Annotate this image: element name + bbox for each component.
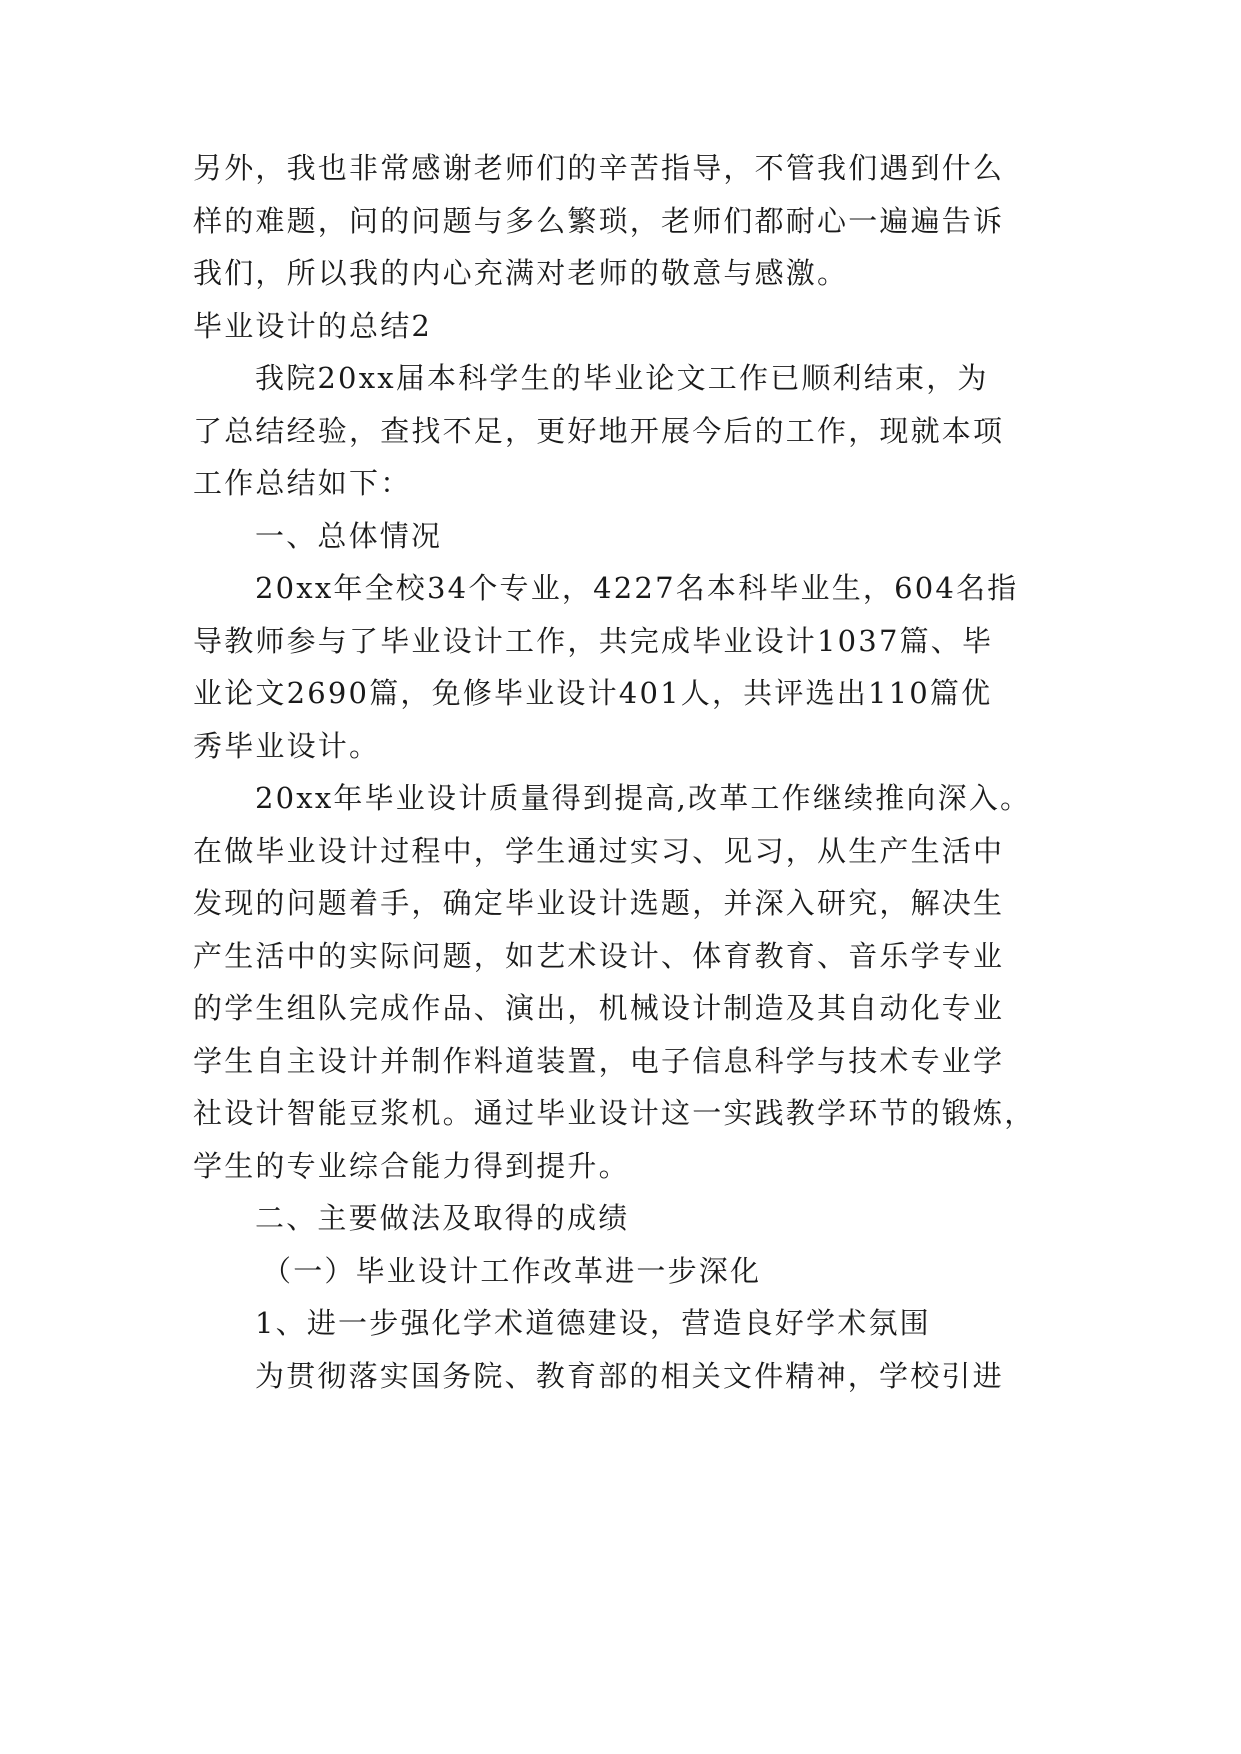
- paragraph-line: 为贯彻落实国务院、教育部的相关文件精神，学校引进: [255, 1359, 1004, 1393]
- paragraph-line: 业论文2690篇，免修毕业设计401人，共评选出110篇优: [193, 676, 993, 710]
- subsection-heading: 一、总体情况: [255, 519, 443, 553]
- paragraph-line: 另外，我也非常感谢老师们的辛苦指导，不管我们遇到什么: [193, 151, 1005, 185]
- paragraph-line: 我院20xx届本科学生的毕业论文工作已顺利结束，为: [255, 361, 989, 395]
- paragraph-line: 学生自主设计并制作料道装置，电子信息科学与技术专业学: [193, 1044, 1005, 1078]
- paragraph-line: 了总结经验，查找不足，更好地开展今后的工作，现就本项: [193, 414, 1005, 448]
- subsection-heading: （一）毕业设计工作改革进一步深化: [262, 1254, 762, 1288]
- paragraph-line: 社设计智能豆浆机。通过毕业设计这一实践教学环节的锻炼，: [193, 1096, 1036, 1130]
- paragraph-line: 的学生组队完成作品、演出，机械设计制造及其自动化专业: [193, 991, 1005, 1025]
- paragraph-line: 发现的问题着手，确定毕业设计选题，并深入研究，解决生: [193, 886, 1005, 920]
- paragraph-line: 产生活中的实际问题，如艺术设计、体育教育、音乐学专业: [193, 939, 1005, 973]
- paragraph-line: 学生的专业综合能力得到提升。: [193, 1149, 630, 1183]
- paragraph-line: 导教师参与了毕业设计工作，共完成毕业设计1037篇、毕: [193, 624, 994, 658]
- paragraph-line: 20xx年全校34个专业，4227名本科毕业生，604名指: [255, 571, 1019, 605]
- paragraph-line: 我们，所以我的内心充满对老师的敬意与感激。: [193, 256, 849, 290]
- paragraph-line: 工作总结如下：: [193, 466, 412, 500]
- paragraph-line: 20xx年毕业设计质量得到提高,改革工作继续推向深入。: [255, 781, 1032, 815]
- paragraph-line: 在做毕业设计过程中，学生通过实习、见习，从生产生活中: [193, 834, 1005, 868]
- section-heading: 毕业设计的总结2: [193, 309, 433, 343]
- subsection-heading: 二、主要做法及取得的成绩: [255, 1201, 630, 1235]
- list-item-heading: 1、进一步强化学术道德建设，营造良好学术氛围: [255, 1306, 931, 1340]
- paragraph-line: 样的难题，问的问题与多么繁琐，老师们都耐心一遍遍告诉: [193, 204, 1005, 238]
- paragraph-line: 秀毕业设计。: [193, 729, 381, 763]
